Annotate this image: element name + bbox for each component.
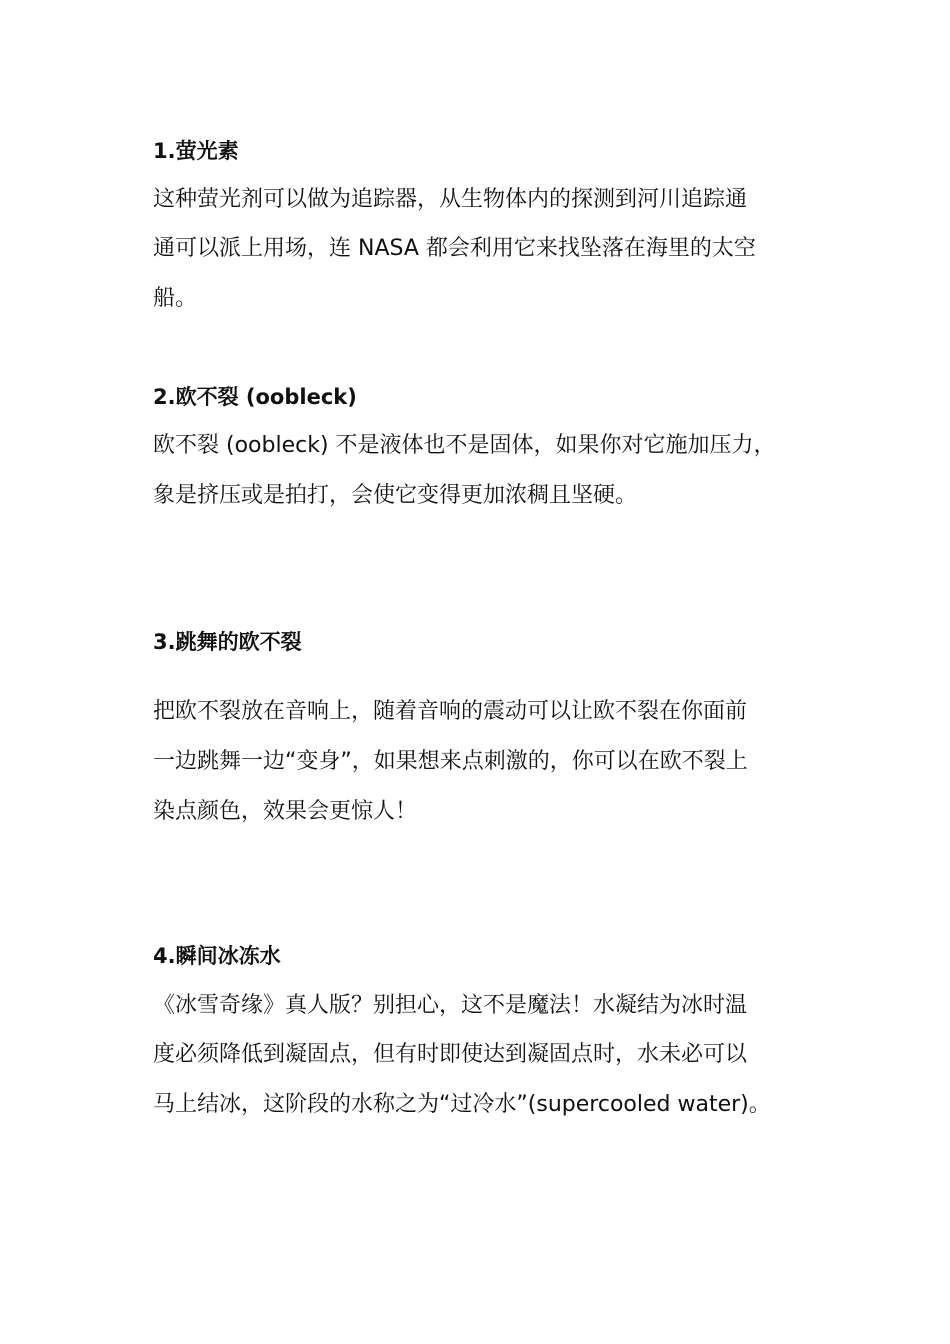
section-4-heading: 4.瞬间冰冻水 [153, 944, 281, 968]
section-1-line-2: 通可以派上用场，连 NASA 都会利用它来找坠落在海里的太空 [153, 236, 756, 261]
section-3-line-2: 一边跳舞一边“变身”，如果想来点刺激的，你可以在欧不裂上 [153, 749, 748, 774]
section-1-line-3: 船。 [153, 286, 198, 311]
section-2-heading: 2.欧不裂 (oobleck) [153, 385, 357, 409]
section-3-heading: 3.跳舞的欧不裂 [153, 630, 302, 654]
section-4-line-2: 度必须降低到凝固点，但有时即使达到凝固点时，水未必可以 [153, 1042, 748, 1067]
section-3-line-1: 把欧不裂放在音响上，随着音响的震动可以让欧不裂在你面前 [153, 699, 748, 724]
section-2-line-2: 象是挤压或是拍打，会使它变得更加浓稠且坚硬。 [153, 483, 638, 508]
section-3-line-3: 染点颜色，效果会更惊人！ [153, 799, 418, 824]
section-4-line-3: 马上结冰，这阶段的水称之为“过冷水”(supercooled water)。 [153, 1092, 771, 1117]
section-2-line-1: 欧不裂 (oobleck) 不是液体也不是固体，如果你对它施加压力， [153, 433, 776, 458]
section-1-line-1: 这种萤光剂可以做为追踪器，从生物体内的探测到河川追踪通 [153, 187, 748, 212]
section-1-heading: 1.萤光素 [153, 139, 239, 163]
section-4-line-1: 《冰雪奇缘》真人版？别担心，这不是魔法！水凝结为冰时温 [153, 993, 748, 1018]
